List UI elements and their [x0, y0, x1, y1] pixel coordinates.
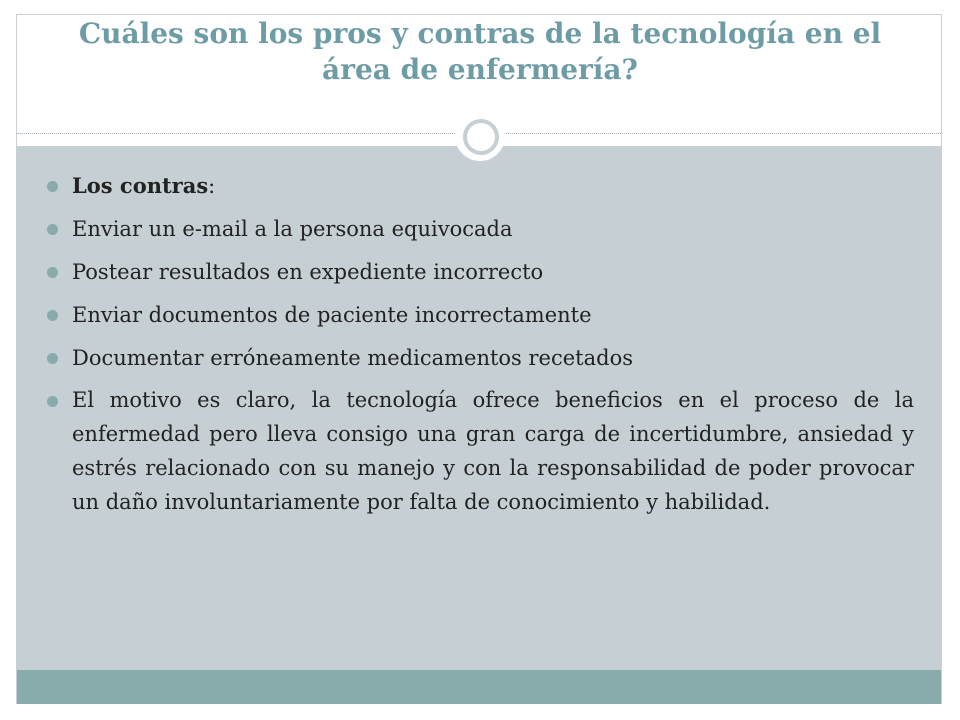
list-item-heading	[72, 168, 914, 204]
footer-bar	[17, 670, 941, 704]
bullet-list	[72, 168, 914, 526]
list-item-text: Enviar documentos de paciente incorrectamente	[72, 303, 592, 327]
heading-label: Los contras	[72, 173, 209, 198]
bullet-dot-icon	[47, 353, 58, 364]
list-item-text: Documentar erróneamente medicamentos recetados	[72, 346, 633, 370]
list-item-text: Postear resultados en expediente incorrecto	[72, 260, 544, 284]
slide-title: Cuáles son los pros y contras de la tecnología en el área de enfermería?	[78, 17, 882, 86]
heading-colon: :	[208, 174, 216, 198]
circle-ornament-icon	[455, 111, 505, 161]
circle-ring	[463, 119, 499, 155]
bullet-dot-icon	[47, 396, 58, 407]
bullet-dot-icon	[47, 224, 58, 235]
list-item	[72, 254, 914, 290]
list-item	[72, 297, 914, 333]
bullet-dot-icon	[47, 310, 58, 321]
list-item	[72, 211, 914, 247]
list-item-paragraph	[72, 383, 914, 519]
bullet-dot-icon	[47, 181, 58, 192]
paragraph-text: El motivo es claro, la tecnología ofrece beneficios en el proceso de la enfermedad pero lleva consigo una gran carga de incertidumbre, ansiedad y estrés relacionado con su manejo y con la responsabilidad de poder provocar un daño involuntariamente por falta de conocimiento y habilidad.	[72, 388, 914, 514]
list-item	[72, 340, 914, 376]
list-item-text: Enviar un e-mail a la persona equivocada	[72, 217, 513, 241]
bullet-dot-icon	[47, 267, 58, 278]
